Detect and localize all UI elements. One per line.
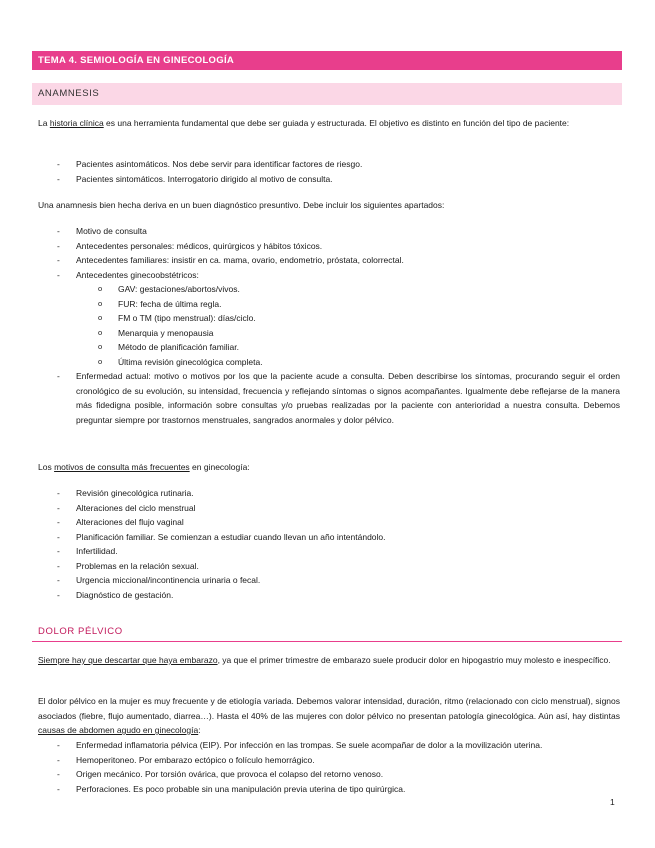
sublist-item: o FM o TM (tipo menstrual): días/ciclo. — [38, 311, 620, 326]
text-run: El dolor pélvico en la mujer es muy frecuente y de etiología variada. Debemos valorar intensidad, duración, ritmo (relacionado con ciclo menstrual), signos asociados (fiebre, flujo aumentado, diarrea…). Hasta el 40% de las mujeres con dolor pélvico no presentan patología ginecológica. Aún así, hay distintas — [38, 696, 620, 721]
term-abdomen-agudo: causas de abdomen agudo en ginecología — [38, 725, 199, 735]
text-run: La — [38, 118, 50, 128]
section-heading-anamnesis: ANAMNESIS — [32, 83, 622, 105]
paragraph-dolor-pelvico — [38, 694, 620, 738]
paragraph-embarazo — [38, 653, 620, 668]
text-run: , ya que el primer trimestre de embarazo suele producir dolor en hipogastrio muy molesto e inespecífico. — [217, 655, 611, 665]
text-run: es una herramienta fundamental que debe ser guiada y estructurada. El objetivo es distinto en función del tipo de paciente: — [103, 118, 570, 128]
list-item: - Alteraciones del flujo vaginal — [38, 515, 620, 530]
page-number: 1 — [610, 797, 615, 807]
list-item: - Urgencia miccional/incontinencia urinaria o fecal. — [38, 573, 620, 588]
term-motivos-consulta: motivos de consulta más frecuentes — [54, 462, 190, 472]
section-heading-dolor-pelvico: DOLOR PÉLVICO — [32, 622, 622, 642]
paragraph-historia-clinica — [38, 116, 620, 131]
text-run: Los — [38, 462, 55, 472]
list-item: - Perforaciones. Es poco probable sin una manipulación previa uterina de tipo quirúrgica. — [38, 782, 620, 797]
sublist-item: o GAV: gestaciones/abortos/vivos. — [38, 282, 620, 297]
list-item: - Origen mecánico. Por torsión ovárica, que provoca el colapso del retorno venoso. — [38, 767, 620, 782]
list-item: - Planificación familiar. Se comienzan a estudiar cuando llevan un año intentándolo. — [38, 530, 620, 545]
list-item: - Enfermedad inflamatoria pélvica (EIP). Por infección en las trompas. Se suele acompañar de dolor a la movilización uterina. — [38, 738, 620, 753]
list-item: - Infertilidad. — [38, 544, 620, 559]
term-descartar-embarazo: Siempre hay que descartar que haya embarazo — [38, 655, 218, 665]
sublist-item: o Última revisión ginecológica completa. — [38, 355, 620, 370]
chapter-title: TEMA 4. SEMIOLOGÍA EN GINECOLOGÍA — [32, 51, 622, 70]
list-item: - Diagnóstico de gestación. — [38, 588, 620, 603]
list-item: - Antecedentes familiares: insistir en ca. mama, ovario, endometrio, próstata, colorrectal. — [38, 253, 620, 268]
list-item: - Motivo de consulta — [38, 224, 620, 239]
text-run: en ginecología: — [189, 462, 250, 472]
list-item: - Enfermedad actual: motivo o motivos por los que la paciente acude a consulta. Deben describirse los síntomas, procurando seguir el orden cronológico de su evolución, su intensidad, frecuencia y reflejando síntomas o signos acompañantes. Igualmente debe reflejarse de la manera más fidedigna posible, información sobre consultas y/o pruebas realizadas por la paciente con anterioridad a nuestra consulta. Debemos preguntar siempre por trastornos menstruales, sangrados anormales y dolor pélvico. — [38, 369, 620, 427]
paragraph-motivos — [38, 460, 620, 475]
list-item: - Revisión ginecológica rutinaria. — [38, 486, 620, 501]
sublist-item: o Menarquia y menopausia — [38, 326, 620, 341]
text-run: : — [198, 725, 201, 735]
list-item-label: Antecedentes ginecoobstétricos: — [76, 269, 199, 280]
list-item: - Alteraciones del ciclo menstrual — [38, 501, 620, 516]
list-item — [38, 268, 620, 370]
list-motivos-consulta — [38, 486, 620, 602]
list-anamnesis-sections — [38, 224, 620, 427]
term-historia-clinica: historia clínica — [49, 118, 104, 128]
paragraph-anamnesis: Una anamnesis bien hecha deriva en un buen diagnóstico presuntivo. Debe incluir los siguientes apartados: — [38, 200, 445, 210]
list-patient-types — [38, 157, 620, 186]
sublist-item: o FUR: fecha de última regla. — [38, 297, 620, 312]
sublist-item: o Método de planificación familiar. — [38, 340, 620, 355]
list-item: - Antecedentes personales: médicos, quirúrgicos y hábitos tóxicos. — [38, 239, 620, 254]
list-item: - Pacientes sintomáticos. Interrogatorio dirigido al motivo de consulta. — [38, 172, 620, 187]
list-abdomen-agudo — [38, 738, 620, 796]
sublist-ginecoobstetricos — [76, 282, 620, 369]
list-item: - Pacientes asintomáticos. Nos debe servir para identificar factores de riesgo. — [38, 157, 620, 172]
list-item: - Problemas en la relación sexual. — [38, 559, 620, 574]
list-item: - Hemoperitoneo. Por embarazo ectópico o folículo hemorrágico. — [38, 753, 620, 768]
